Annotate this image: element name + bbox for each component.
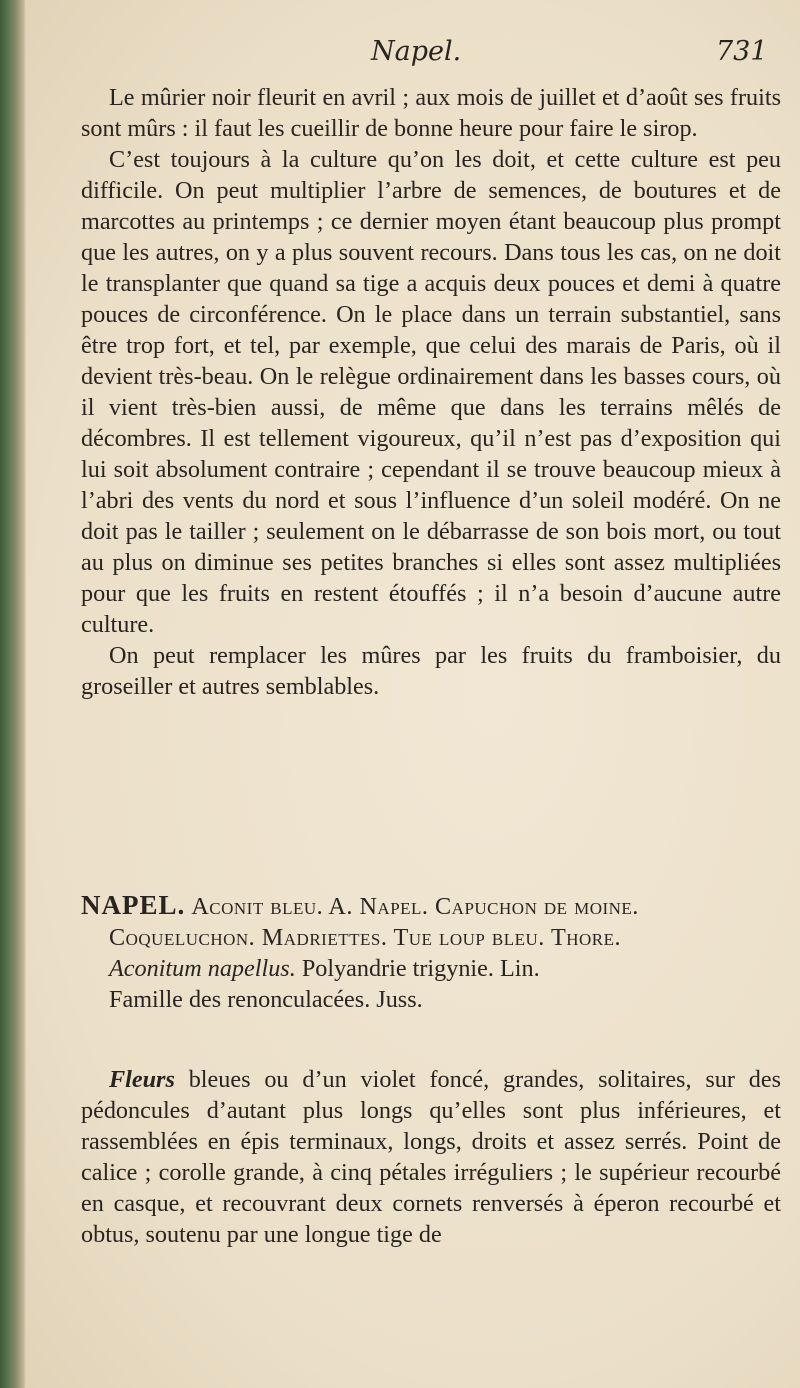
- paragraph: C’est toujours à la culture qu’on les doit, et cette culture est peu difficile. On peut multiplier l’arbre de semences, de boutures et de marcottes au printemps ; ce dernier moyen étant beaucoup plus prompt que les autres, on y a plus souvent recours. Dans tous les cas, on ne doit le transplanter que quand sa tige a acquis deux pouces et demi à quatre pouces de circonférence. On le place dans un terrain substantiel, sans être trop fort, et tel, par exemple, que celui des marais de Paris, où il devient très-beau. On le relègue ordinairement dans les basses cours, où il vient très-bien aussi, de même que dans les terrains mêlés de décombres. Il est tellement vigoureux, qu’il n’est pas d’exposition qui lui soit absolument contraire ; cependant il se trouve beaucoup mieux à l’abri des vents du nord et sous l’influence d’un soleil modéré. On ne doit pas le tailler ; seulement on le débarrasse de son bois mort, ou tout au plus on diminue ses petites branches si elles sont assez multipliées pour que les fruits en restent étouffés ; il n’a besoin d’aucune autre culture.: [81, 146, 781, 638]
- dictionary-entry-heading: [81, 890, 781, 1015]
- page-number: 731: [716, 36, 768, 67]
- running-head-title: Napel.: [371, 36, 462, 67]
- entry-line-3: [81, 953, 781, 984]
- entry-description: [81, 1064, 781, 1250]
- entry-synonyms-1: Aconit bleu. A. Napel. Capuchon de moine.: [191, 893, 639, 920]
- description-text: bleues ou d’un violet foncé, grandes, solitaires, sur des pédoncules d’autant plus longs qu’elles sont plus inférieures, et rassemblées en épis terminaux, longs, droits et assez serrés. Point de calice ; corolle grande, à cinq pétales irréguliers ; le supérieur recourbé en casque, et recouvrant deux cornets renversés à éperon recourbé et obtus, soutenu par une longue tige de: [81, 1066, 781, 1248]
- paragraph: On peut remplacer les mûres par les fruits du framboisier, du groseiller et autres semblables.: [81, 642, 781, 700]
- body-text: [81, 82, 781, 702]
- book-page: [26, 0, 800, 1388]
- description-term: Fleurs: [109, 1066, 175, 1093]
- entry-line-1: [81, 890, 781, 922]
- entry-family: Famille des renonculacées. Juss.: [109, 986, 423, 1013]
- entry-classification: Polyandrie trigynie. Lin.: [301, 955, 540, 982]
- entry-latin-name: Aconitum napellus.: [109, 955, 296, 982]
- description-paragraph: [81, 1064, 781, 1250]
- entry-headword: NAPEL.: [81, 890, 186, 920]
- book-binding-edge: [0, 0, 26, 1388]
- entry-synonyms-2: Coqueluchon. Madriettes. Tue loup bleu. Thore.: [109, 924, 622, 951]
- paragraph: Le mûrier noir fleurit en avril ; aux mois de juillet et d’août ses fruits sont mûrs : il faut les cueillir de bonne heure pour faire le sirop.: [81, 84, 781, 142]
- running-head: [26, 30, 800, 70]
